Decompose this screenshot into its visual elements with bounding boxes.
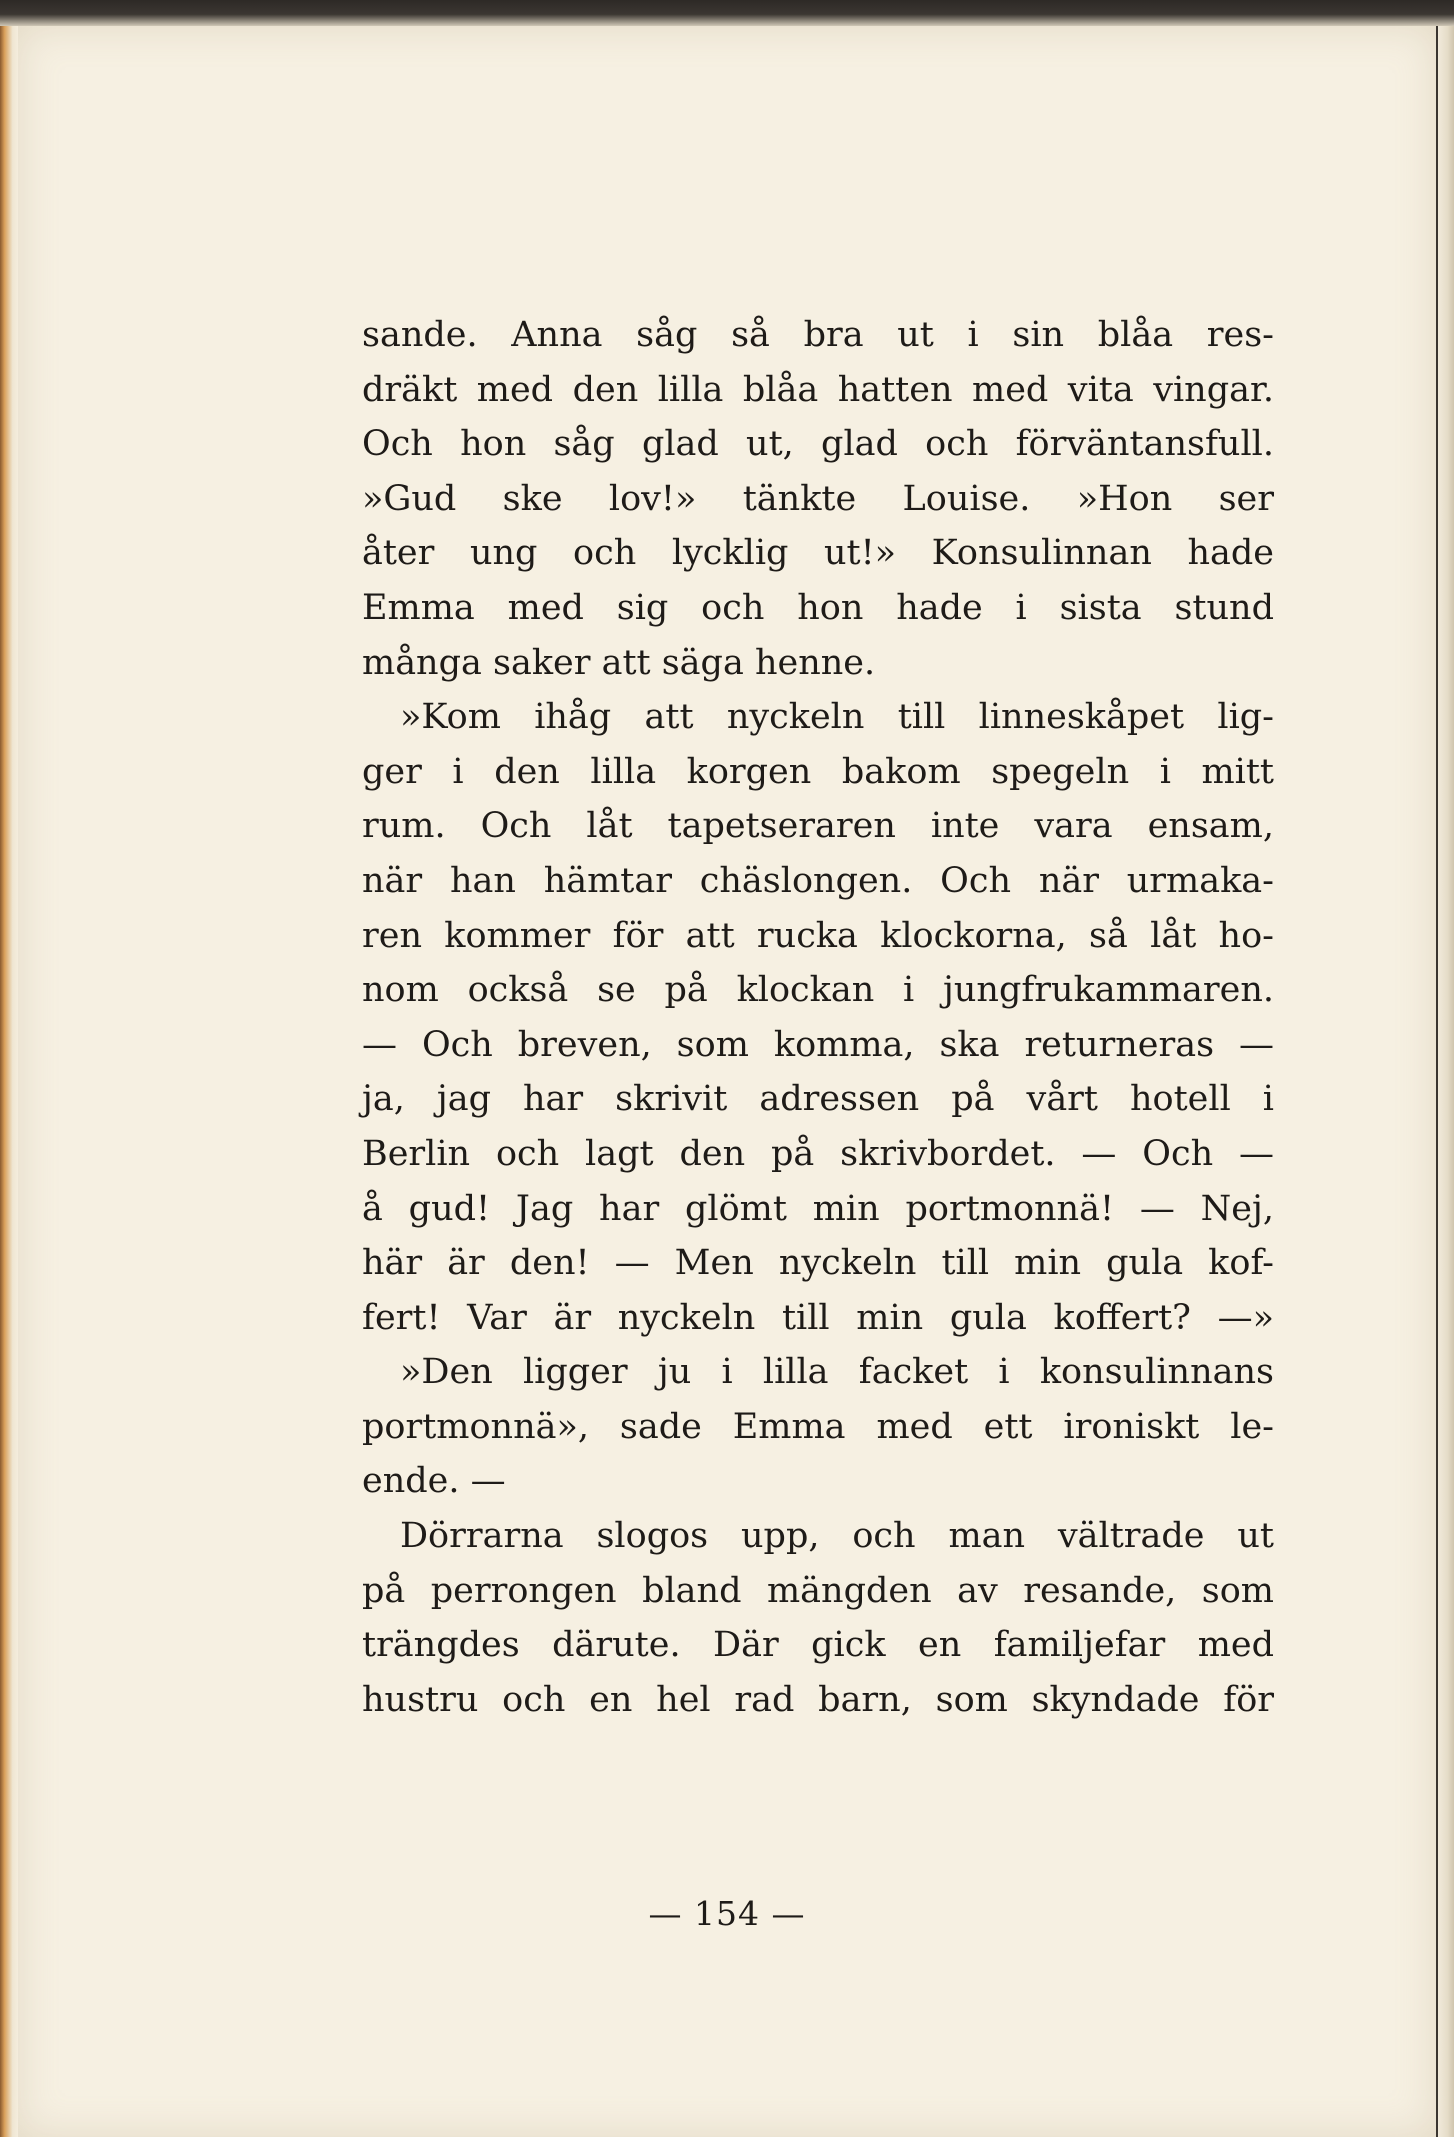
text-line-11: när han hämtar chäslongen. Och när urmaka- (362, 860, 1274, 901)
book-fore-edge (1438, 26, 1454, 2137)
text-line-7: många saker att säga henne. (362, 642, 876, 683)
text-line-17: å gud! Jag har glömt min portmonnä! — Nej, (362, 1188, 1274, 1229)
text-line-22: ende. — (362, 1461, 506, 1502)
text-line-6: Emma med sig och hon hade i sista stund (362, 587, 1274, 628)
text-line-9: ger i den lilla korgen bakom spegeln i mitt (362, 751, 1274, 792)
text-line-2: dräkt med den lilla blåa hatten med vita vingar. (362, 369, 1274, 410)
text-line-5: åter ung och lycklig ut!» Konsulinnan hade (362, 533, 1274, 574)
text-line-20: »Den ligger ju i lilla facket i konsulinnans (400, 1352, 1274, 1393)
text-line-16: Berlin och lagt den på skrivbordet. — Och — (362, 1133, 1274, 1174)
text-line-12: ren kommer för att rucka klockorna, så låt ho- (362, 915, 1274, 956)
text-line-26: hustru och en hel rad barn, som skyndade för (362, 1679, 1274, 1720)
text-line-1: sande. Anna såg så bra ut i sin blåa res- (362, 315, 1274, 355)
text-line-13: nom också se på klockan i jungfrukammaren. (362, 970, 1274, 1011)
text-line-25: trängdes därute. Där gick en familjefar med (362, 1625, 1274, 1666)
text-line-4: »Gud ske lov!» tänkte Louise. »Hon ser (362, 478, 1274, 519)
text-line-19: fert! Var är nyckeln till min gula koffert? —» (362, 1297, 1274, 1338)
text-line-18: här är den! — Men nyckeln till min gula kof- (362, 1243, 1274, 1284)
text-line-8: »Kom ihåg att nyckeln till linneskåpet lig- (400, 697, 1274, 738)
text-line-23: Dörrarna slogos upp, och man vältrade ut (400, 1516, 1274, 1557)
text-line-15: ja, jag har skrivit adressen på vårt hotell i (362, 1079, 1274, 1120)
page-number: — 154 — (648, 1894, 806, 1933)
text-line-21: portmonnä», sade Emma med ett ironiskt le- (362, 1406, 1274, 1447)
text-line-3: Och hon såg glad ut, glad och förväntansfull. (362, 424, 1274, 465)
book-spine-edge (0, 26, 18, 2137)
text-line-14: — Och breven, som komma, ska returneras — (362, 1024, 1274, 1065)
book-top-edge (0, 0, 1454, 26)
text-line-24: på perrongen bland mängden av resande, som (362, 1570, 1274, 1611)
text-line-10: rum. Och låt tapetseraren inte vara ensam, (362, 806, 1274, 847)
body-text (362, 308, 1274, 1727)
